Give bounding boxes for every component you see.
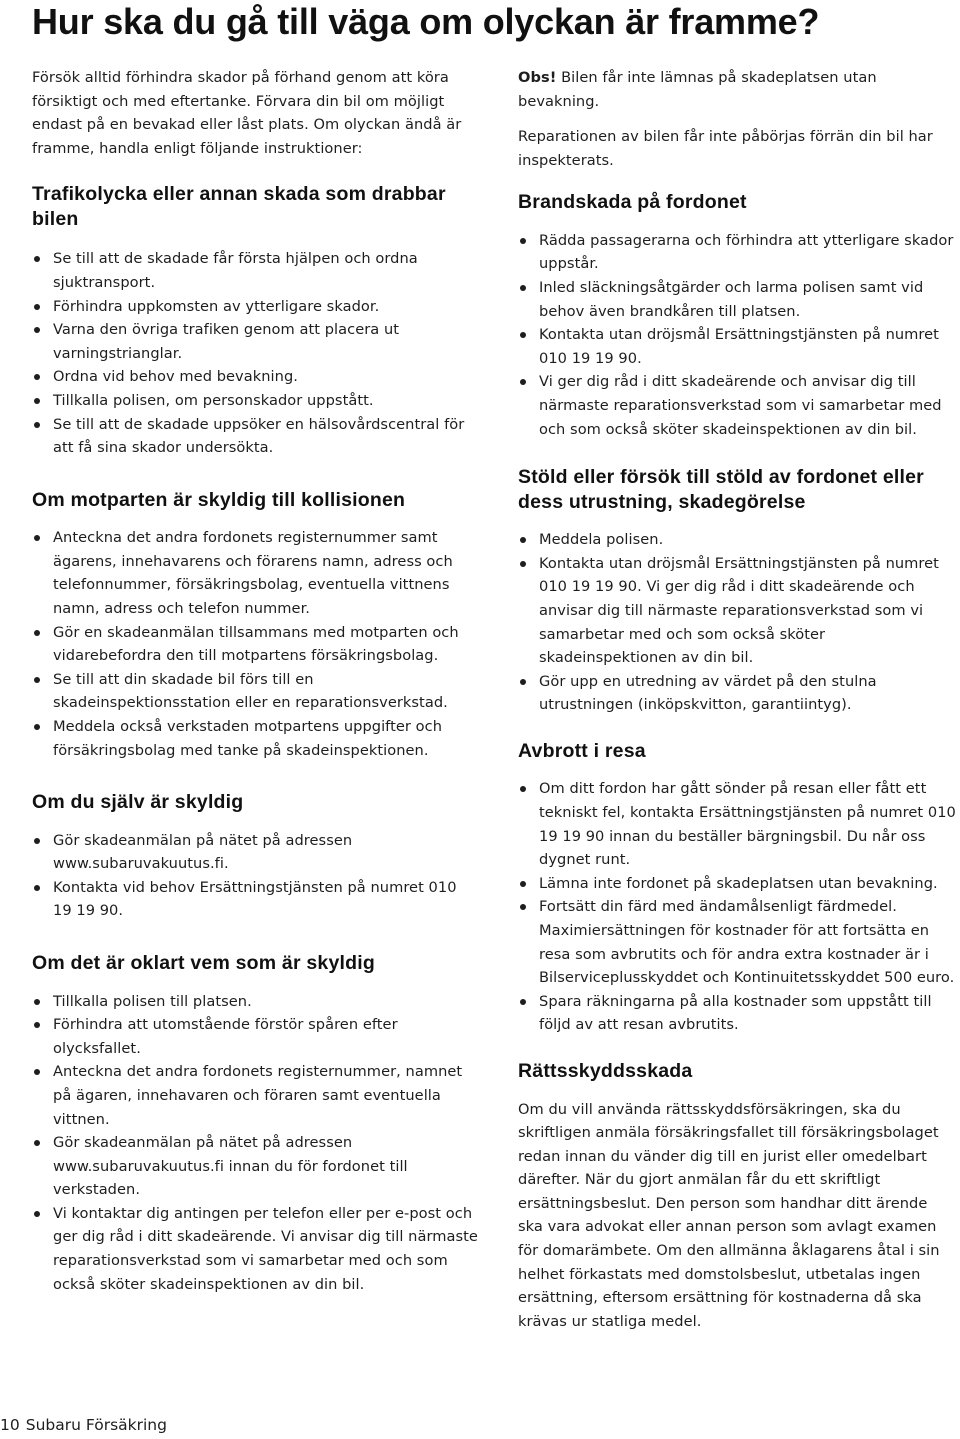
bullet-icon [34, 630, 40, 636]
right-column [518, 66, 956, 1333]
bullet-icon [34, 885, 40, 891]
bullet-list-brandskada [518, 229, 956, 441]
list-item [32, 876, 478, 923]
list-item [32, 247, 478, 294]
section-heading-brandskada: Brandskada på fordonet [518, 191, 747, 214]
list-item-text: Se till att din skadade bil förs till en skadeinspektionsstation eller en reparationsverkstad. [53, 670, 448, 712]
repair-note: Reparationen av bilen får inte påbörjas förrän din bil har inspekterats. [518, 128, 933, 169]
list-item [518, 990, 956, 1037]
bullet-icon [34, 724, 40, 730]
section-heading-trafikolycka: Trafikolycka eller annan skada som drabbar bilen [32, 183, 446, 230]
list-item-text: Gör en skadeanmälan tillsammans med motparten och vidarebefordra den till motpartens försäkringsbolag. [53, 623, 459, 665]
bullet-list-avbrott-i-resa [518, 777, 956, 1037]
rattsskydd-paragraph: Om du vill använda rättsskyddsförsäkringen, ska du skriftligen anmäla försäkringsfallet till försäkringsbolaget redan innan du vänder dig till en jurist eller omedelbart därefter. När du gjort anmälan får du ett skriftligt ersättningsbeslut. Den person som handhar ditt ärende ska vara advokat eller annan person som avlagt examen för domarämbete. Om den allmänna åklagarens åtal i sin helhet förkastats med domstolsbeslut, utbetalas ingen ersättning, eftersom ersättning för kostnaderna då ska krävas ur statliga medel. [518, 1100, 940, 1330]
section-heading-avbrott-i-resa: Avbrott i resa [518, 739, 646, 762]
list-item [518, 276, 956, 323]
bullet-icon [34, 256, 40, 262]
intro-paragraph: Försök alltid förhindra skador på förhand genom att köra försiktigt och med eftertanke. Förvara din bil om möjligt endast på en bevakad eller låst plats. Om olyckan ändå är framme, handla enligt följande instruktioner: [32, 69, 462, 157]
page-footer [0, 1413, 167, 1437]
list-item [32, 1060, 478, 1131]
list-item-text: Kontakta utan dröjsmål Ersättningstjänsten på numret 010 19 19 90. Vi ger dig råd i ditt skadeärende och anvisar dig till närmaste reparationsverkstad som vi samarbetar med och som också sköter skadeinspektionen av din bil. [539, 554, 939, 667]
obs-text: Bilen får inte lämnas på skadeplatsen utan bevakning. [518, 69, 877, 110]
bullet-icon [520, 537, 526, 543]
obs-label: Obs! [518, 69, 557, 86]
list-item-text: Meddela polisen. [539, 531, 664, 549]
bullet-icon [34, 304, 40, 310]
list-item [518, 872, 956, 896]
section-heading-sjalv-skyldig: Om du själv är skyldig [32, 791, 244, 814]
list-item-text: Rädda passagerarna och förhindra att ytterligare skador uppstår. [539, 231, 954, 273]
list-item-text: Förhindra att utomstående förstör spåren efter olycksfallet. [53, 1016, 398, 1057]
section-heading-oklart-skyldig: Om det är oklart vem som är skyldig [32, 952, 375, 975]
bullet-list-trafikolycka [32, 247, 478, 459]
list-item-text: Meddela också verkstaden motpartens uppgifter och försäkringsbolag med tanke på skadeinspektionen. [53, 717, 442, 759]
bullet-icon [34, 422, 40, 428]
list-item [518, 777, 956, 871]
section-heading-motparten-skyldig: Om motparten är skyldig till kollisionen [32, 488, 406, 511]
bullet-icon [520, 238, 526, 244]
bullet-icon [34, 535, 40, 541]
list-item-text: Ordna vid behov med bevakning. [53, 368, 298, 386]
bullet-icon [520, 285, 526, 291]
list-item [518, 552, 956, 670]
list-item [518, 229, 956, 276]
bullet-list-oklart-skyldig [32, 990, 478, 1297]
bullet-icon [34, 374, 40, 380]
bullet-icon [34, 838, 40, 844]
bullet-list-stold [518, 528, 956, 717]
list-item-text: Inled släckningsåtgärder och larma polisen samt vid behov även brandkåren till platsen. [539, 279, 924, 320]
list-item [32, 365, 478, 389]
list-item-text: Lämna inte fordonet på skadeplatsen utan bevakning. [539, 874, 938, 892]
bullet-icon [34, 398, 40, 404]
obs-note [518, 66, 956, 113]
list-item-text: Gör upp en utredning av värdet på den stulna utrustningen (inköpskvitton, garantiintyg). [539, 672, 877, 714]
section-heading-stold: Stöld eller försök till stöld av fordonet eller dess utrustning, skadegörelse [518, 466, 924, 513]
list-item-text: Anteckna det andra fordonets registernummer samt ägarens, innehavarens och förarens namn, adress och telefonnummer, försäkringsbolag, eventuella vittnens namn, adress och telefon nummer. [53, 529, 453, 617]
list-item [32, 318, 478, 365]
footer-brand: Subaru Försäkring [25, 1416, 167, 1434]
list-item [518, 370, 956, 441]
bullet-icon [520, 999, 526, 1005]
bullet-icon [520, 881, 526, 887]
list-item [518, 528, 956, 552]
left-column [32, 66, 478, 1296]
bullet-icon [34, 1140, 40, 1146]
list-item [32, 526, 478, 620]
list-item [518, 895, 956, 989]
list-item [32, 715, 478, 762]
list-item-text: Gör skadeanmälan på nätet på adressen www.subaruvakuutus.fi innan du för fordonet till verkstaden. [53, 1134, 408, 1199]
list-item [32, 621, 478, 668]
list-item [32, 413, 478, 460]
list-item [32, 1131, 478, 1202]
list-item [518, 323, 956, 370]
list-item-text: Varna den övriga trafiken genom att placera ut varningstrianglar. [53, 321, 400, 362]
bullet-icon [34, 1069, 40, 1075]
bullet-icon [34, 677, 40, 683]
list-item [32, 1202, 478, 1296]
list-item [32, 829, 478, 876]
list-item-text: Anteckna det andra fordonets registernummer, namnet på ägaren, innehavaren och föraren samt eventuella vittnen. [53, 1063, 463, 1128]
list-item-text: Fortsätt din färd med ändamålsenligt färdmedel. Maximiersättningen för kostnader för att fortsätta en resa som avbrutits och för andra extra kostnader är i Bilserviceplusskyddet och Kontinuitetsskyddet 500 euro. [539, 898, 955, 987]
list-item [32, 1013, 478, 1060]
bullet-icon [520, 379, 526, 385]
list-item-text: Spara räkningarna på alla kostnader som uppstått till följd av att resan avbrutits. [539, 992, 932, 1034]
list-item [32, 668, 478, 715]
list-item [32, 295, 478, 319]
list-item-text: Se till att de skadade får första hjälpen och ordna sjuktransport. [53, 250, 418, 291]
bullet-icon [34, 999, 40, 1005]
bullet-icon [520, 332, 526, 338]
list-item-text: Vi kontaktar dig antingen per telefon eller per e-post och ger dig råd i ditt skadeärende. Vi anvisar dig till närmaste reparationsverkstad som vi samarbetar med och som också sköter skadeinspektionen av din bil. [53, 1204, 478, 1293]
list-item [518, 670, 956, 717]
list-item-text: Tillkalla polisen, om personskador uppstått. [53, 391, 374, 409]
list-item-text: Kontakta vid behov Ersättningstjänsten på numret 010 19 19 90. [53, 878, 457, 920]
list-item-text: Kontakta utan dröjsmål Ersättningstjänsten på numret 010 19 19 90. [539, 326, 939, 367]
list-item [32, 990, 478, 1014]
bullet-icon [34, 327, 40, 333]
bullet-list-motparten-skyldig [32, 526, 478, 762]
page-title: Hur ska du gå till väga om olyckan är framme? [32, 1, 820, 42]
bullet-icon [34, 1022, 40, 1028]
bullet-icon [520, 561, 526, 567]
list-item-text: Tillkalla polisen till platsen. [53, 992, 252, 1010]
list-item [32, 389, 478, 413]
list-item-text: Gör skadeanmälan på nätet på adressen www.subaruvakuutus.fi. [53, 831, 353, 873]
bullet-list-sjalv-skyldig [32, 829, 478, 923]
bullet-icon [520, 679, 526, 685]
list-item-text: Vi ger dig råd i ditt skadeärende och anvisar dig till närmaste reparationsverkstad som vi samarbetar med och som också sköter skadeinspektionen av din bil. [539, 373, 942, 438]
list-item-text: Förhindra uppkomsten av ytterligare skador. [53, 297, 380, 315]
section-heading-rattsskyddsskada: Rättsskyddsskada [518, 1060, 693, 1082]
list-item-text: Om ditt fordon har gått sönder på resan eller fått ett tekniskt fel, kontakta Ersättningstjänsten på numret 010 19 19 90 innan du beställer bärgningsbil. Du når oss dygnet runt. [539, 780, 956, 869]
bullet-icon [520, 904, 526, 910]
page-number: 10 [0, 1416, 20, 1434]
list-item-text: Se till att de skadade uppsöker en hälsovårdscentral för att få sina skador undersökta. [53, 415, 465, 457]
bullet-icon [520, 786, 526, 792]
bullet-icon [34, 1211, 40, 1217]
